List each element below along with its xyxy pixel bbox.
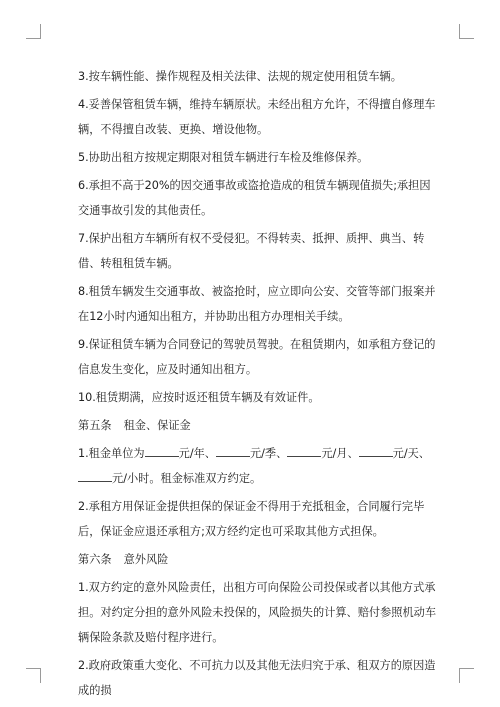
crop-mark-bottom-right — [459, 668, 474, 683]
paragraph: 5.协助出租方按规定期限对租赁车辆进行车检及维修保养。 — [78, 151, 369, 164]
paragraph: 6.承担不高于20%的因交通事故或盗抢造成的租赁车辆现值损失;承担因交通事故引发的其他责任。 — [78, 179, 431, 217]
section-number: 第六条 — [78, 553, 112, 566]
paragraph: 9.保证租赁车辆为合同登记的驾驶员驾驶。在租赁期内，如承租方登记的信息发生变化，应及时通知出租方。 — [78, 338, 436, 376]
paragraph: 10.租赁期满，应按时返还租赁车辆及有效证件。 — [78, 391, 320, 404]
blank-line — [145, 444, 179, 457]
blank-line — [216, 444, 250, 457]
section-number: 第五条 — [78, 419, 112, 432]
paragraph: 3.按车辆性能、操作规程及相关法律、法规的规定使用租赁车辆。 — [78, 70, 402, 83]
crop-mark-top-left — [26, 24, 41, 39]
section-title: 租金、保证金 — [123, 419, 191, 432]
deposit-paragraph: 2.承租方用保证金提供担保的保证金不得用于充抵租金，合同履行完毕后，保证金应退还承租方;双方经约定也可采取其他方式担保。 — [78, 500, 425, 538]
paragraph: 1.双方约定的意外风险责任，出租方可向保险公司投保或者以其他方式承担。对约定分担的意外风险未投保的，风险损失的计算、赔付参照机动车辆保险条款及赔付程序进行。 — [78, 581, 437, 644]
paragraph: 8.租赁车辆发生交通事故、被盗抢时，应立即向公安、交管等部门报案并在12小时内通知出租方，并协助出租方办理相关手续。 — [78, 285, 436, 323]
rent-paragraph: 1.租金单位为 元/年、 元/季、 元/月、 元/天、元/小时。租金标准双方约定。 — [78, 441, 440, 491]
section-heading — [78, 547, 440, 572]
section-title: 意外风险 — [123, 553, 169, 566]
paragraph: 2.政府政策重大变化、不可抗力以及其他无法归究于承、租双方的原因造成的损 — [78, 659, 436, 697]
paragraph: 7.保护出租方车辆所有权不受侵犯。不得转卖、抵押、质押、典当、转借、转租租赁车辆。 — [78, 232, 425, 270]
blank-line — [78, 469, 112, 482]
blank-line — [359, 444, 393, 457]
paragraph: 4.妥善保管租赁车辆，维持车辆原状。未经出租方允许，不得擅自修理车辆，不得擅自改装、更换、增设他物。 — [78, 98, 436, 136]
crop-mark-top-right — [459, 24, 474, 39]
crop-mark-bottom-left — [26, 668, 41, 683]
section-heading — [78, 413, 440, 438]
document-body — [78, 64, 440, 703]
blank-line — [287, 444, 321, 457]
